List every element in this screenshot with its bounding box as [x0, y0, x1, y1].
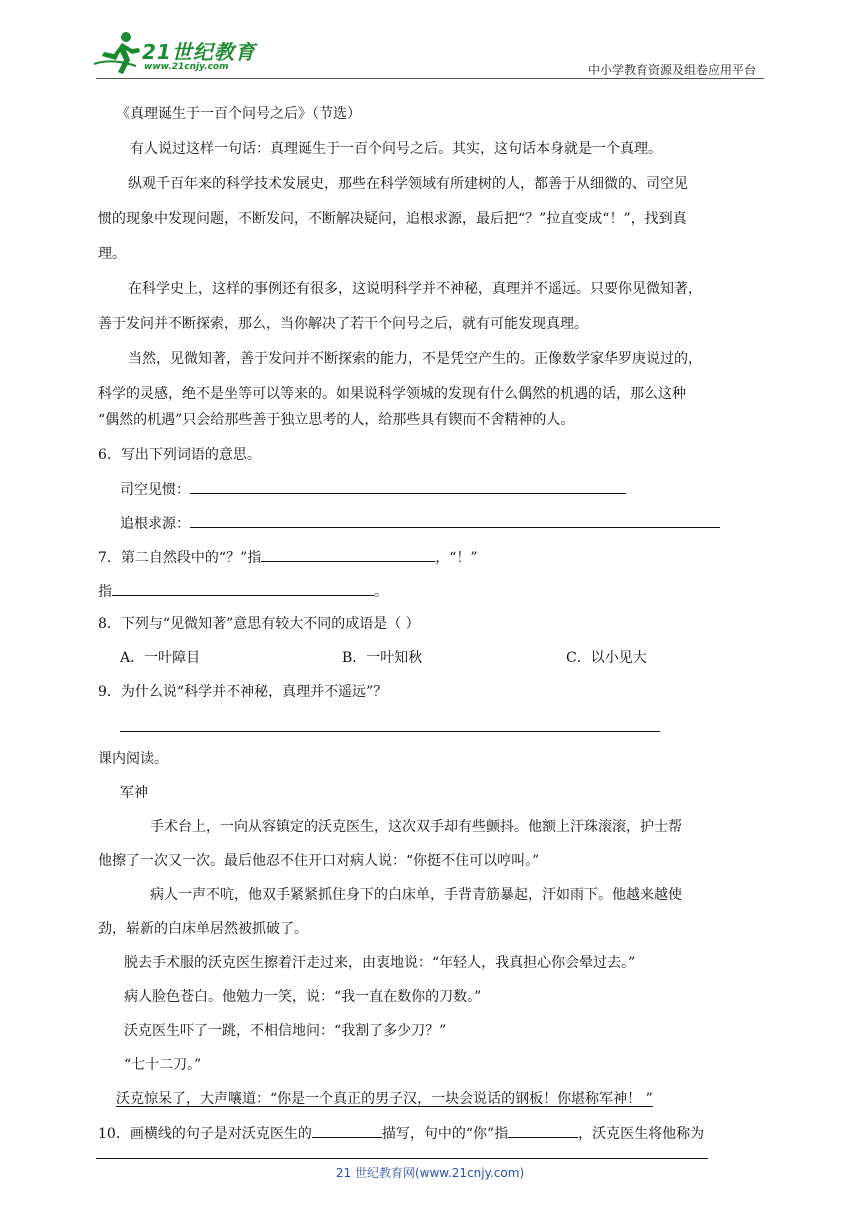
question-6a	[120, 479, 626, 500]
page-header	[0, 0, 860, 80]
logo-url: www.21cnjy.com	[144, 62, 229, 72]
page-footer[interactable]: 21 世纪教育网(www.21cnjy.com)	[335, 1166, 525, 1180]
paragraph: 病人脸色苍白。他勉力一笑，说：“我一直在数你的刀数。”	[124, 989, 482, 1005]
question-text: 指	[98, 584, 112, 600]
paragraph: 劲，崭新的白床单居然被抓破了。	[98, 921, 308, 937]
question-text: 7．第二自然段中的“？”指	[98, 550, 262, 566]
option-c[interactable]: C．以小见大	[566, 650, 647, 666]
paragraph: 善于发问并不断探索，那么，当你解决了若干个问号之后，就有可能发现真理。	[98, 316, 588, 332]
question-text: 描写，句中的“你”指	[381, 1126, 509, 1142]
section-intro: 课内阅读。	[98, 751, 168, 767]
question-8: 8．下列与“见微知著”意思有较大不同的成语是（ ）	[98, 616, 420, 632]
option-b[interactable]: B．一叶知秋	[342, 650, 423, 666]
answer-blank[interactable]	[190, 479, 626, 494]
question-7-cont	[98, 581, 388, 602]
paragraph: 有人说过这样一句话：真理诞生于一百个问号之后。其实，这句话本身就是一个真理。	[130, 141, 662, 157]
answer-line[interactable]	[120, 731, 660, 732]
paragraph: 他擦了一次又一次。最后他忍不住开口对病人说：“你挺不住可以哼叫。”	[98, 853, 540, 869]
question-6b	[120, 513, 720, 534]
header-divider	[96, 78, 764, 79]
answer-blank[interactable]	[261, 547, 435, 562]
underlined-sentence: 沃克惊呆了，大声嚷道：“你是一个真正的男子汉，一块会说话的钢板！你堪称军神！ ”	[116, 1091, 653, 1107]
paragraph: “七十二刀。”	[124, 1057, 202, 1073]
answer-blank[interactable]	[112, 581, 374, 596]
option-a[interactable]: A．一叶障目	[120, 650, 201, 666]
paragraph: 纵观千百年来的科学技术发展史，那些在科学领域有所建树的人，都善于从细微的、司空见	[128, 176, 688, 192]
question-10	[98, 1123, 704, 1144]
passage-title: 军神	[120, 785, 148, 801]
footer-divider	[96, 1158, 708, 1159]
paragraph: 沃克医生吓了一跳，不相信地问：“我割了多少刀？”	[124, 1023, 447, 1039]
paragraph: 病人一声不吭，他双手紧紧抓住身下的白床单，手背青筋暴起，汗如雨下。他越来越使	[150, 887, 682, 903]
question-text: 10．画横线的句子是对沃克医生的	[98, 1126, 312, 1142]
answer-blank[interactable]	[190, 513, 720, 528]
paragraph: 脱去手术服的沃克医生擦着汗走过来，由衷地说：“年轻人，我真担心你会晕过去。”	[124, 955, 636, 971]
running-man-icon	[92, 30, 144, 76]
logo-text: 21世纪教育	[142, 40, 256, 64]
paragraph: 手术台上，一向从容镇定的沃克医生，这次双手却有些颤抖。他额上汗珠滚滚，护士帮	[150, 819, 682, 835]
platform-name: 中小学教育资源及组卷应用平台	[587, 63, 756, 77]
question-text: ，“！”	[435, 550, 478, 566]
paragraph: 在科学史上，这样的事例还有很多，这说明科学并不神秘，真理并不遥远。只要你见微知著，	[128, 281, 702, 297]
passage-title: 《真理诞生于一百个问号之后》（节选）	[116, 106, 361, 122]
answer-blank[interactable]	[508, 1123, 578, 1138]
question-7	[98, 547, 478, 568]
question-6: 6．写出下列词语的意思。	[98, 447, 261, 463]
answer-blank[interactable]	[312, 1123, 382, 1138]
paragraph: 科学的灵感，绝不是坐等可以等来的。如果说科学领城的发现有什么偶然的机遇的话，那么这种	[98, 386, 686, 402]
term-label: 司空见惯：	[120, 482, 190, 498]
question-text: ，沃克医生将他称为	[578, 1126, 705, 1142]
paragraph: 理。	[98, 246, 126, 262]
question-text: 。	[374, 584, 388, 600]
paragraph: 惯的现象中发现问题，不断发问，不断解决疑问，追根求源，最后把“？”拉直变成“！”，找到真	[98, 211, 687, 227]
term-label: 追根求源：	[120, 516, 190, 532]
paragraph: 当然，见微知著，善于发问并不断探索的能力，不是凭空产生的。正像数学家华罗庚说过的，	[128, 351, 702, 367]
paragraph: “偶然的机遇”只会给那些善于独立思考的人，给那些具有锲而不舍精神的人。	[98, 412, 575, 428]
question-9: 9．为什么说“科学并不神秘，真理并不遥远”？	[98, 684, 388, 700]
site-logo	[92, 30, 262, 78]
